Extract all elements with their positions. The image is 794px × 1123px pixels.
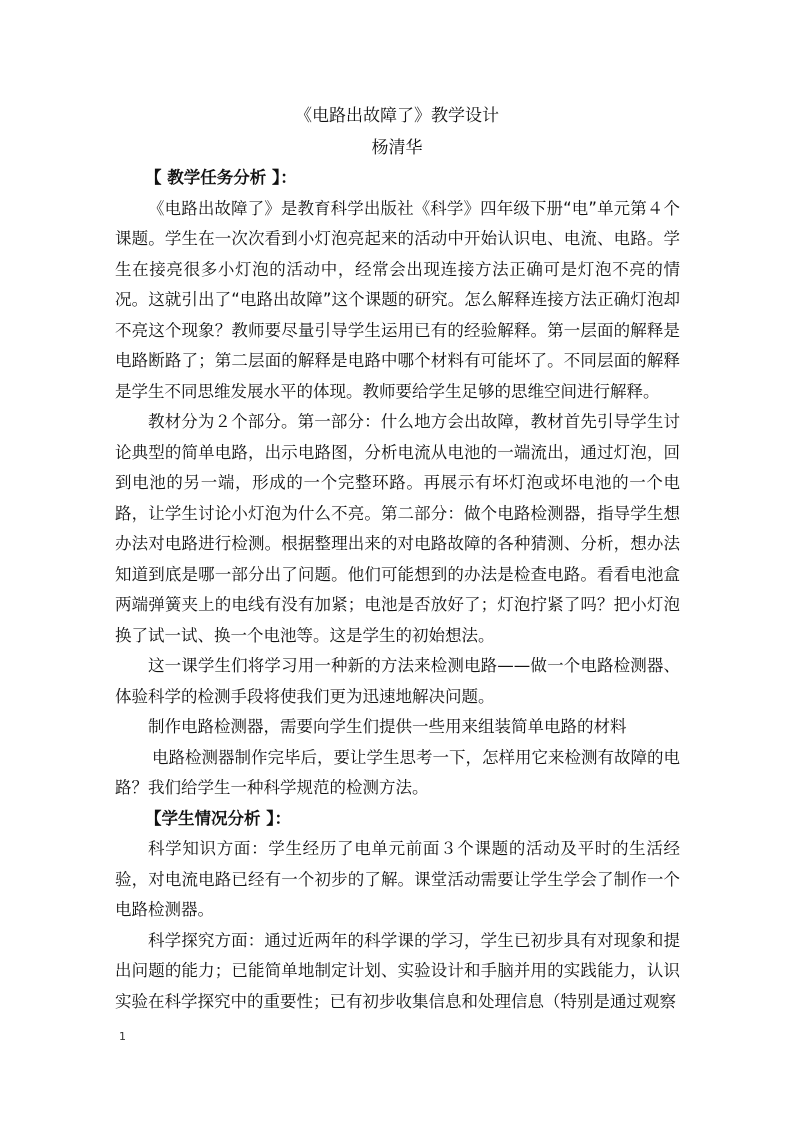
document-title: 《电路出故障了》教学设计 — [295, 106, 499, 126]
paragraph: 科学探究方面：通过近两年的科学课的学习，学生已初步具有对现象和提出问题的能力；已能简单地制定计划、实验设计和手脑并用的实践能力，认识实验在科学探究中的重要性；已有初步收集信息和处理信息（特别是通过观察 — [115, 930, 680, 1011]
paragraph: 这一课学生们将学习用一种新的方法来检测电路——做一个电路检测器、体验科学的检测手段将使我们更为迅速地解决问题。 — [115, 656, 680, 706]
paragraph: 制作电路检测器，需要向学生们提供一些用来组装简单电路的材料 — [148, 717, 627, 736]
section-heading-student-analysis: 【学生情况分析 】： — [145, 808, 291, 828]
paragraph: 科学知识方面：学生经历了电单元前面３个课题的活动及平时的生活经验，对电流电路已经有一个初步的了解。课堂活动需要让学生学会了制作一个电路检测器。 — [115, 839, 680, 919]
paragraph: 教材分为２个部分。第一部分：什么地方会出故障，教材首先引导学生讨论典型的简单电路，出示电路图，分析电流从电池的一端流出，通过灯泡，回到电池的另一端，形成的一个完整环路。再展示有坏灯泡或坏电池的一个电路，让学生讨论小灯泡为什么不亮。第二部分：做个电路检测器，指导学生想办法对电路进行检测。根据整理出来的对电路故障的各种猜测、分析，想办法知道到底是哪一部分出了问题。他们可能想到的办法是检查电路。看看电池盒两端弹簧夹上的电线有没有加紧；电池是否放好了；灯泡拧紧了吗？把小灯泡换了试一试、换一个电池等。这是学生的初始想法。 — [115, 412, 680, 645]
section-heading-task-analysis: 【 教学任务分析 】： — [145, 168, 297, 187]
document-author: 杨清华 — [371, 138, 423, 158]
page-number: 1 — [119, 1030, 126, 1043]
paragraph: 《电路出故障了》是教育科学出版社《科学》四年级下册“电”单元第４个课题。学生在一次次看到小灯泡亮起来的活动中开始认识电、电流、电路。学生在接亮很多小灯泡的活动中，经常会出现连接方法正确可是灯泡不亮的情况。这就引出了“电路出故障”这个课题的研究。怎么解释连接方法正确灯泡却不亮这个现象？教师要尽量引导学生运用已有的经验解释。第一层面的解释是电路断路了；第二层面的解释是电路中哪个材料有可能坏了。不同层面的解释是学生不同思维发展水平的体现。教师要给学生足够的思维空间进行解释。 — [115, 198, 680, 401]
paragraph: 电路检测器制作完毕后，要让学生思考一下，怎样用它来检测有故障的电路？我们给学生一种科学规范的检测方法。 — [115, 747, 680, 797]
document-body — [115, 163, 680, 1017]
